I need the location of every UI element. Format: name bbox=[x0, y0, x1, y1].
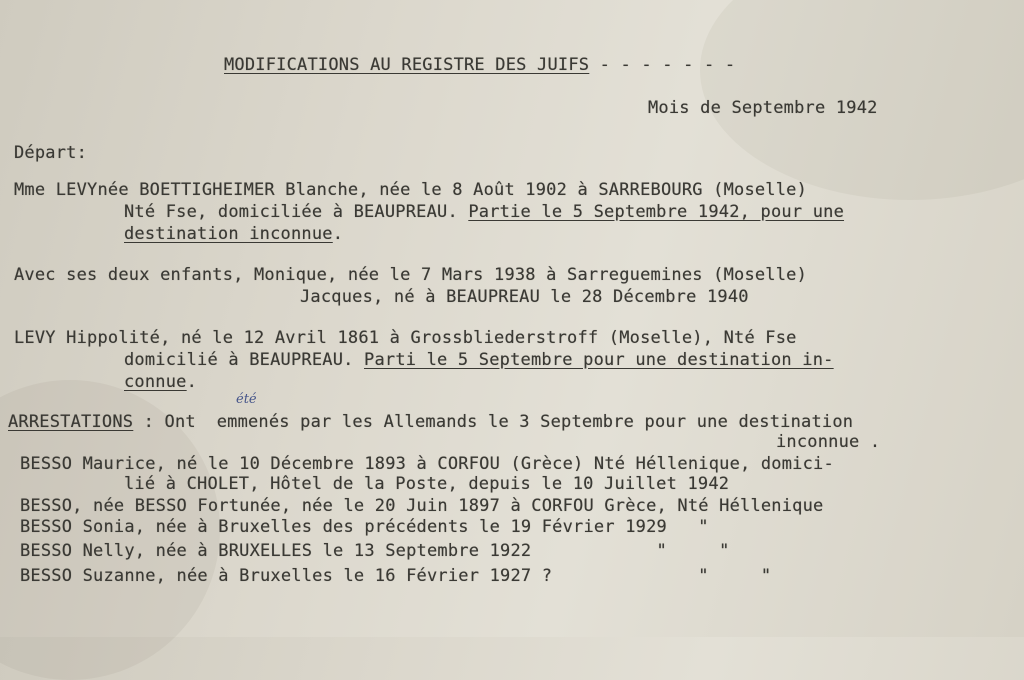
month-label: Mois de Septembre 1942 bbox=[648, 98, 878, 118]
document-title-row bbox=[224, 55, 735, 75]
entry-1-line-3-tail: . bbox=[332, 224, 344, 244]
entry-1-line-3 bbox=[124, 224, 343, 244]
entry-1-line-2-plain: Nté Fse, domiciliée à BEAUPREAU. bbox=[124, 202, 469, 222]
entry-2-line-2: Jacques, né à BEAUPREAU le 28 Décembre 1940 bbox=[300, 287, 749, 307]
entry-1-line-2 bbox=[124, 202, 844, 222]
entry-2-line-1: Avec ses deux enfants, Monique, née le 7 Mars 1938 à Sarreguemines (Moselle) bbox=[14, 265, 808, 285]
entry-1-line-1: Mme LEVYnée BOETTIGHEIMER Blanche, née le 8 Août 1902 à SARREBOURG (Moselle) bbox=[14, 180, 808, 200]
handwritten-annotation: été bbox=[236, 392, 257, 407]
arrest-heading: ARRESTATIONS bbox=[8, 412, 134, 432]
arrest-person-line: BESSO Suzanne, née à Bruxelles le 16 Février 1927 ? " " bbox=[20, 566, 772, 586]
depart-heading: Départ: bbox=[14, 143, 88, 163]
entry-3-line-3-underlined: connue bbox=[124, 372, 187, 392]
entry-1-line-2-underlined: Partie le 5 Septembre 1942, pour une bbox=[468, 202, 845, 222]
document-title: MODIFICATIONS AU REGISTRE DES JUIFS bbox=[224, 55, 590, 75]
entry-3-line-3 bbox=[124, 372, 197, 392]
arrest-continuation: inconnue . bbox=[776, 432, 881, 452]
arrest-person-line: BESSO, née BESSO Fortunée, née le 20 Juin 1897 à CORFOU Grèce, Nté Héllenique bbox=[20, 496, 824, 516]
arrest-person-line: BESSO Nelly, née à BRUXELLES le 13 Septembre 1922 " " bbox=[20, 541, 730, 561]
arrest-person-line: lié à CHOLET, Hôtel de la Poste, depuis le 10 Juillet 1942 bbox=[124, 474, 730, 494]
entry-3-line-1: LEVY Hippolité, né le 12 Avril 1861 à Grossbliederstroff (Moselle), Nté Fse bbox=[14, 328, 797, 348]
arrest-text: : Ont emmenés par les Allemands le 3 Septembre pour une destination bbox=[133, 412, 854, 432]
arrest-line bbox=[8, 412, 853, 432]
entry-1-line-3-underlined: destination inconnue bbox=[124, 224, 333, 244]
arrest-person-line: BESSO Sonia, née à Bruxelles des précédents le 19 Février 1929 " bbox=[20, 517, 709, 537]
entry-3-line-2 bbox=[124, 350, 834, 370]
arrest-person-line: BESSO Maurice, né le 10 Décembre 1893 à CORFOU (Grèce) Nté Héllenique, domici- bbox=[20, 454, 834, 474]
title-dashes: - - - - - - - bbox=[599, 55, 736, 75]
entry-3-line-2-underlined: Parti le 5 Septembre pour une destination in- bbox=[364, 350, 834, 370]
entry-3-line-2-plain: domicilié à BEAUPREAU. bbox=[124, 350, 365, 370]
entry-3-line-3-tail: . bbox=[186, 372, 198, 392]
